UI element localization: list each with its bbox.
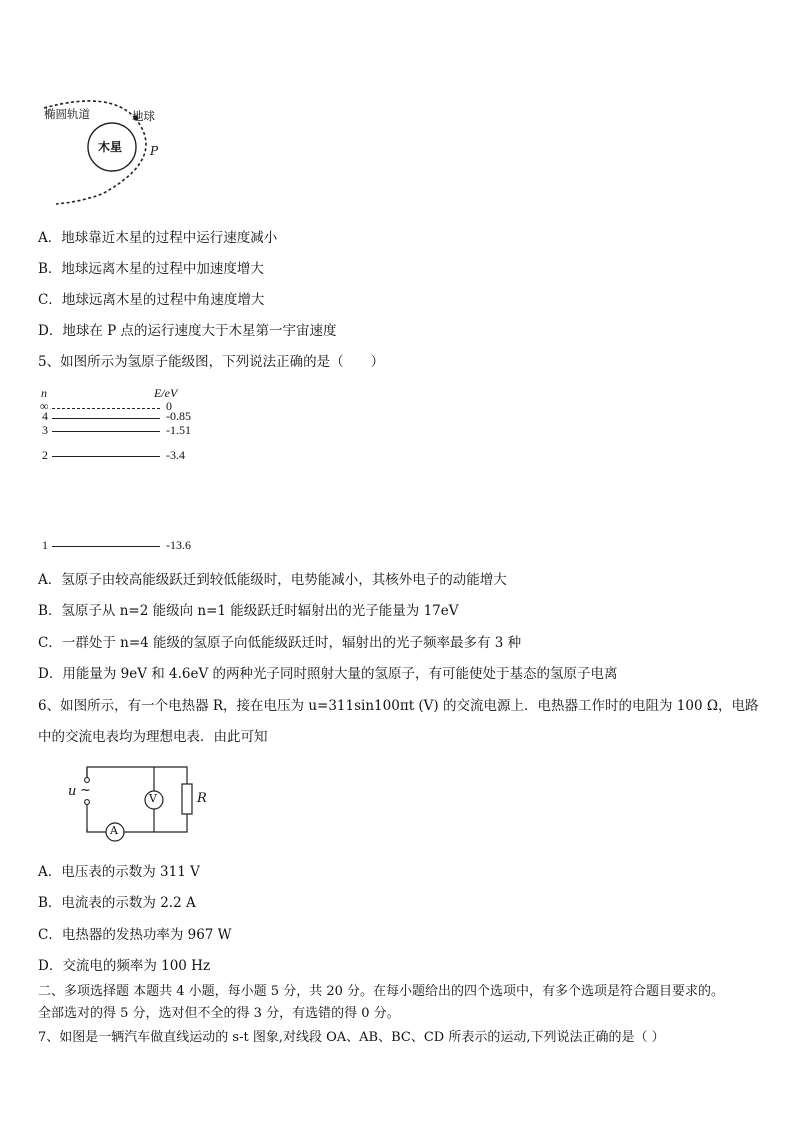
q4-option-a: A．地球靠近木星的过程中运行速度减小 [38, 230, 278, 246]
q4-option-c: C．地球远离木星的过程中角速度增大 [38, 292, 265, 308]
q6-option-a: A．电压表的示数为 311 V [38, 864, 200, 880]
terminal-top [85, 778, 90, 783]
earth-label: 地球 [132, 109, 155, 123]
elliptical-orbit-lower [56, 118, 146, 204]
q5-option-c: C．一群处于 n=4 能级的氢原子向低能级跃迁时，辐射出的光子频率最多有 3 种 [38, 635, 522, 651]
q6-option-c: C．电热器的发热功率为 967 W [38, 927, 232, 943]
voltmeter-label: V [149, 792, 157, 805]
level-n-2: 2 [42, 448, 48, 462]
terminal-bottom [85, 800, 90, 805]
n-axis-label: n [41, 386, 47, 400]
energy-axis-label: E/eV [154, 386, 178, 400]
q6-option-d: D．交流电的频率为 100 Hz [38, 958, 211, 974]
ammeter-label: A [110, 824, 118, 837]
level-e-2: -3.4 [166, 448, 185, 462]
orbit-figure [40, 92, 170, 210]
level-line-1 [52, 546, 160, 547]
q6-option-b: B．电流表的示数为 2.2 A [38, 895, 196, 911]
level-line-4 [52, 418, 160, 419]
resistor-label: R [197, 791, 207, 806]
level-line-inf [52, 408, 160, 409]
level-e-3: -1.51 [166, 423, 191, 437]
level-n-4: 4 [42, 409, 48, 423]
level-line-2 [52, 456, 160, 457]
q4-option-b: B．地球远离木星的过程中加速度增大 [38, 261, 264, 277]
level-e-1: -13.6 [166, 538, 191, 552]
q4-option-d: D．地球在 P 点的运行速度大于木星第一宇宙速度 [38, 323, 337, 339]
source-label: u [68, 784, 77, 799]
level-e-4: -0.85 [166, 409, 191, 423]
jupiter-label: 木星 [98, 140, 123, 154]
circuit-diagram [60, 760, 210, 844]
level-line-3 [52, 431, 160, 432]
level-n-3: 3 [42, 423, 48, 437]
point-p-label: P [150, 144, 159, 158]
section2-line1: 二、多项选择题 本题共 4 小题，每小题 5 分，共 20 分。在每小题给出的四个选项中，有多个选项是符合题目要求的。 [38, 984, 725, 999]
source-tilde-icon: ~ [80, 783, 91, 798]
orbit-label: 椭圆轨道 [44, 107, 90, 121]
q5-stem: 5、如图所示为氢原子能级图，下列说法正确的是（ ） [38, 354, 385, 370]
level-n-1: 1 [42, 538, 48, 552]
q6-stem-line2: 中的交流电表均为理想电表．由此可知 [38, 729, 268, 745]
energy-level-diagram [38, 386, 218, 556]
q5-option-d: D．用能量为 9eV 和 4.6eV 的两种光子同时照射大量的氢原子，有可能使处于基态的氢原子电离 [38, 666, 618, 682]
q7-stem: 7、如图是一辆汽车做直线运动的 s-t 图象,对线段 OA、AB、BC、CD 所表示的运动,下列说法正确的是（ ） [38, 1030, 665, 1045]
section2-line2: 全部选对的得 5 分，选对但不全的得 3 分，有选错的得 0 分。 [38, 1006, 400, 1021]
q5-option-a: A．氢原子由较高能级跃迁到较低能级时，电势能减小，其核外电子的动能增大 [38, 572, 507, 588]
level-n-inf: ∞ [40, 399, 49, 413]
q5-option-b: B．氢原子从 n=2 能级向 n=1 能级跃迁时辐射出的光子能量为 17eV [38, 603, 459, 619]
circuit-figure [60, 760, 210, 844]
level-e-inf: 0 [166, 399, 172, 413]
resistor-box [182, 784, 192, 814]
q6-stem-line1: 6、如图所示，有一个电热器 R，接在电压为 u=311sin100πt (V) 的交流电源上．电热器工作时的电阻为 100 Ω，电路 [38, 698, 759, 714]
